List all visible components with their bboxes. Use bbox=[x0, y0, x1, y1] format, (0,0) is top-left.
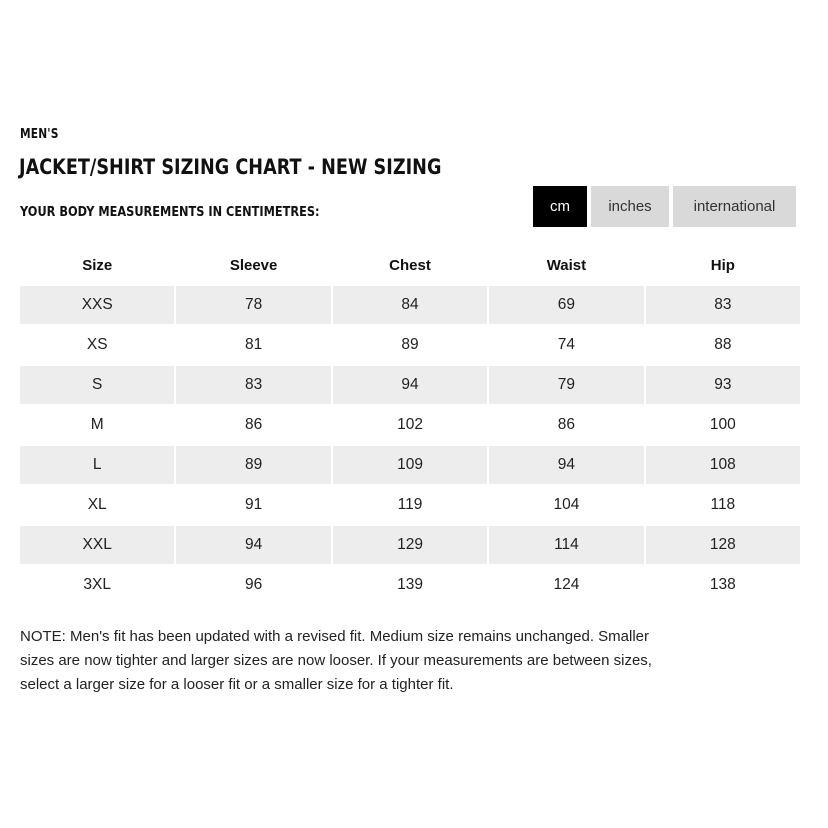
column-header-hip: Hip bbox=[710, 256, 735, 274]
table-row bbox=[20, 486, 800, 524]
size-cell: M bbox=[90, 416, 104, 433]
waist-cell: 94 bbox=[489, 446, 643, 484]
column-header-sleeve: Sleeve bbox=[229, 256, 278, 274]
size-cell: XS bbox=[86, 336, 108, 353]
sleeve-cell: 86 bbox=[244, 416, 263, 433]
chest-cell: 102 bbox=[397, 416, 423, 433]
waist-cell: 86 bbox=[557, 416, 576, 433]
measurement-subtitle: YOUR BODY MEASUREMENTS IN CENTIMETRES: bbox=[20, 204, 320, 220]
size-cell: XXS bbox=[20, 286, 174, 324]
sleeve-cell: 91 bbox=[244, 496, 263, 513]
table-row bbox=[20, 406, 800, 444]
unit-cm-button[interactable]: cm bbox=[533, 186, 587, 227]
chest-cell: 89 bbox=[401, 336, 419, 353]
sleeve-cell: 81 bbox=[244, 336, 263, 353]
sleeve-cell: 89 bbox=[176, 446, 330, 484]
column-header-waist: Waist bbox=[546, 256, 587, 274]
table-row bbox=[20, 366, 800, 404]
note-text: Men's fit has been updated with a revised fit. Medium size remains unchanged. Smaller sizes are now tighter and larger sizes are now looser. If your measurements are between sizes, select a larger size for a looser fit or a smaller size for a tighter fit. bbox=[20, 628, 652, 693]
sleeve-cell: 78 bbox=[176, 286, 330, 324]
column-header-chest: Chest bbox=[389, 256, 431, 274]
sleeve-cell: 94 bbox=[176, 526, 330, 564]
sleeve-cell: 96 bbox=[244, 576, 263, 593]
table-header-row bbox=[20, 246, 800, 284]
hip-cell: 88 bbox=[714, 336, 732, 353]
waist-cell: 124 bbox=[553, 576, 580, 593]
waist-cell: 69 bbox=[489, 286, 643, 324]
chest-cell: 109 bbox=[333, 446, 487, 484]
size-cell: XXL bbox=[20, 526, 174, 564]
table-row bbox=[20, 446, 800, 484]
hip-cell: 108 bbox=[646, 446, 800, 484]
waist-cell: 74 bbox=[557, 336, 576, 353]
hip-cell: 100 bbox=[709, 416, 736, 433]
fit-note bbox=[20, 625, 680, 697]
hip-cell: 128 bbox=[646, 526, 800, 564]
hip-cell: 83 bbox=[646, 286, 800, 324]
table-row bbox=[20, 286, 800, 324]
unit-toggle bbox=[533, 186, 796, 227]
note-label: NOTE: bbox=[20, 628, 66, 645]
page-title: JACKET/SHIRT SIZING CHART - NEW SIZING bbox=[19, 155, 442, 179]
size-table bbox=[20, 246, 800, 606]
size-cell: L bbox=[20, 446, 174, 484]
hip-cell: 93 bbox=[646, 366, 800, 404]
table-row bbox=[20, 566, 800, 604]
hip-cell: 118 bbox=[710, 496, 736, 513]
size-cell: XL bbox=[87, 496, 107, 513]
sleeve-cell: 83 bbox=[176, 366, 330, 404]
chest-cell: 119 bbox=[397, 496, 423, 513]
size-cell: 3XL bbox=[83, 576, 111, 593]
unit-inches-button[interactable]: inches bbox=[591, 186, 669, 227]
waist-cell: 79 bbox=[489, 366, 643, 404]
unit-international-button[interactable]: international bbox=[673, 186, 796, 227]
size-cell: S bbox=[20, 366, 174, 404]
waist-cell: 104 bbox=[553, 496, 580, 513]
column-header-size: Size bbox=[82, 256, 113, 274]
chest-cell: 139 bbox=[397, 576, 423, 593]
hip-cell: 138 bbox=[709, 576, 736, 593]
waist-cell: 114 bbox=[489, 526, 643, 564]
table-row bbox=[20, 526, 800, 564]
table-row bbox=[20, 326, 800, 364]
chest-cell: 129 bbox=[333, 526, 487, 564]
chest-cell: 84 bbox=[333, 286, 487, 324]
category-label: MEN'S bbox=[20, 127, 59, 142]
chest-cell: 94 bbox=[333, 366, 487, 404]
